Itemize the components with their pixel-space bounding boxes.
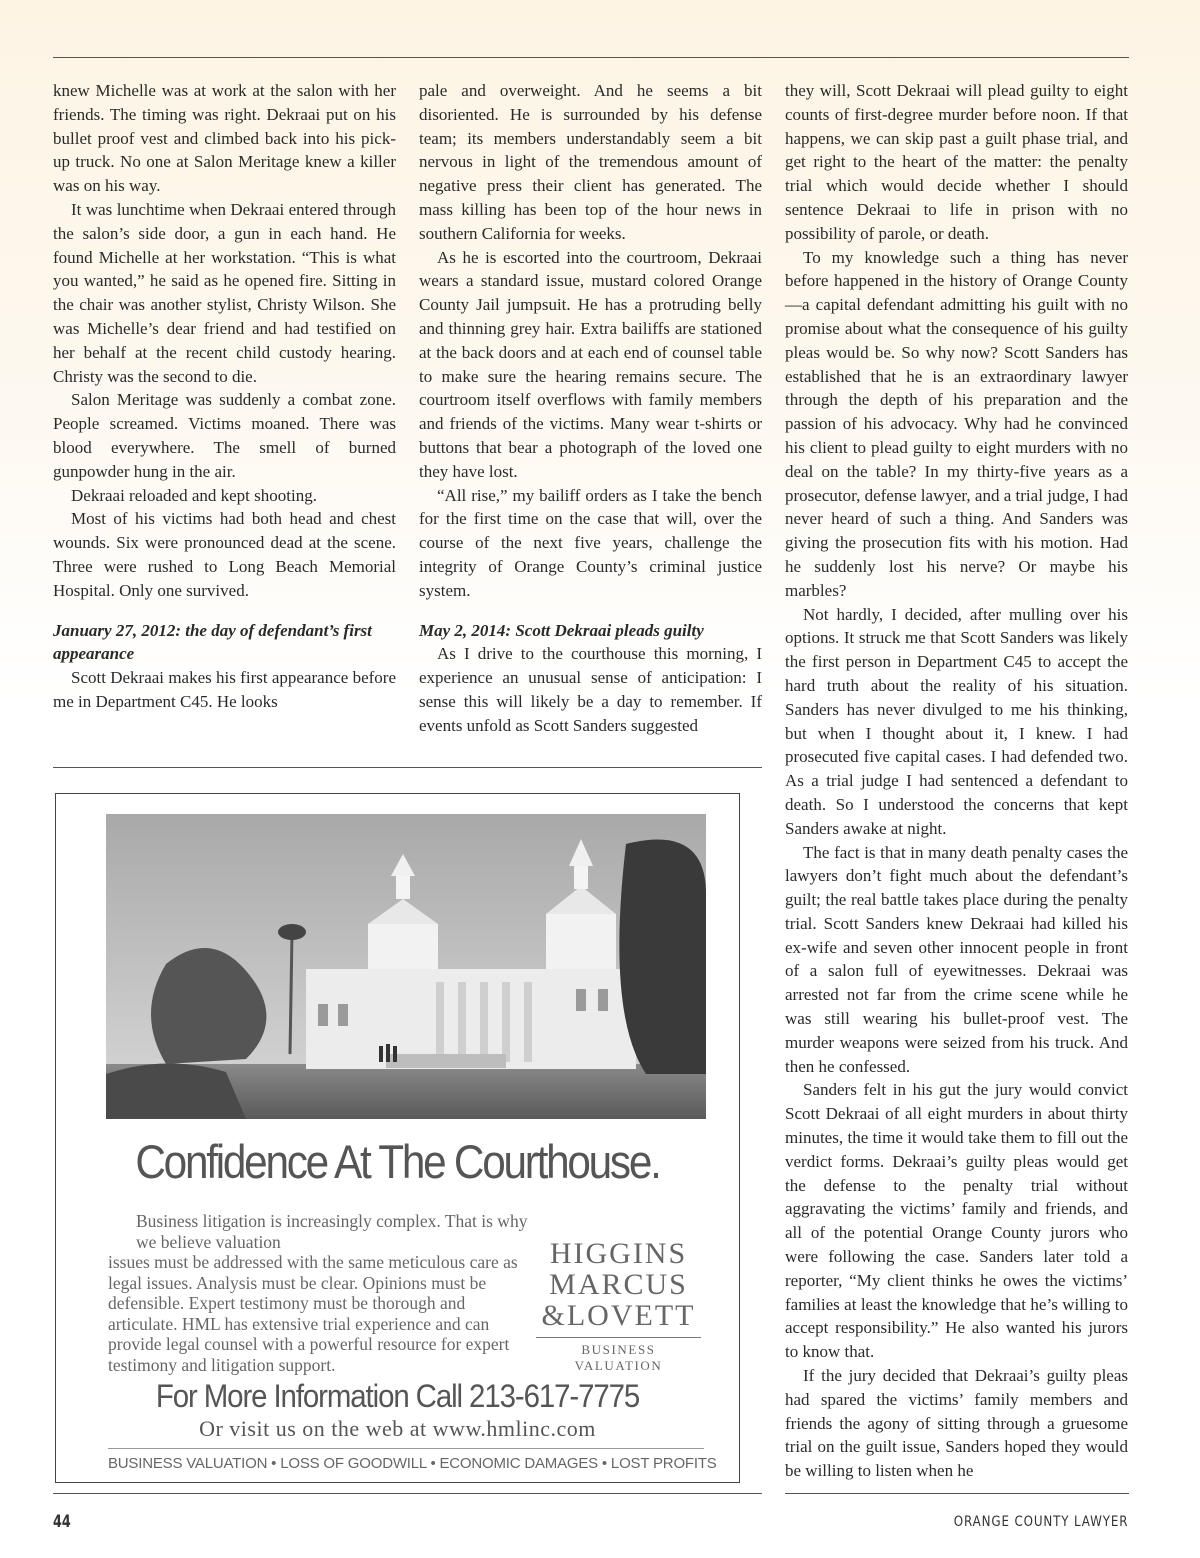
logo-line: MARCUS bbox=[549, 1268, 688, 1301]
ad-body-text: issues must be addressed with the same meticulous care as legal issues. Analysis must be clear. Opinions must be defensible. Expert testimony must be thorough and articulate. HML has extensive trial experience and can provide legal counsel with a powerful resource for expert testimony and litigation support. bbox=[108, 1252, 518, 1375]
ad-headline: Confidence At The Courthouse. bbox=[135, 1135, 660, 1188]
column-2 bbox=[419, 79, 762, 738]
ad-services-list: BUSINESS VALUATION • LOSS OF GOODWILL • ECONOMIC DAMAGES • LOST PROFITS bbox=[108, 1448, 704, 1472]
paragraph: As I drive to the courthouse this morning, I experience an unusual sense of anticipation: I sense this will likely be a day to remember. If events unfold as Scott Sanders suggested bbox=[419, 644, 762, 735]
column-3 bbox=[785, 79, 1128, 1483]
paragraph: If the jury decided that Dekraai’s guilty pleas had spared the victims’ family members and friends the agony of sitting through a gruesome trial on the guilt issue, Sanders hoped they would be willing to listen when he bbox=[785, 1366, 1128, 1481]
paragraph: “All rise,” my bailiff orders as I take the bench for the first time on the case that will, over the course of the next five years, challenge the integrity of Orange County’s criminal justice system. bbox=[419, 485, 762, 600]
publication-name: ORANGE COUNTY LAWYER bbox=[953, 1514, 1128, 1530]
paragraph: To my knowledge such a thing has never before happened in the history of Orange County—a capital defendant admitting his guilt with no promise about what the consequence of his guilty pleas would be. So why now? Scott Sanders has established that he is an extraordinary lawyer through the depth of his preparation and the passion of his advocacy. Why had he convinced his client to plead guilty to eight murders with no deal on the table? In my thirty-five years as a prosecutor, defense lawyer, and a trial judge, I had never heard of such a thing. And Sanders was giving the prosecution fits with his motion. Had he suddenly lost his nerve? Or maybe his marbles? bbox=[785, 247, 1128, 600]
footer-rule-left bbox=[53, 1493, 762, 1494]
ad-body-first-line: Business litigation is increasingly complex. That is why we believe valuation bbox=[136, 1211, 528, 1252]
header-rule bbox=[53, 57, 1129, 58]
courthouse-photo bbox=[106, 814, 706, 1119]
logo-line: &LOVETT bbox=[541, 1299, 696, 1332]
logo-subtitle: BUSINESS VALUATION bbox=[536, 1337, 701, 1374]
paragraph: pale and overweight. And he seems a bit disoriented. He is surrounded by his defense team; its members understandably seem a bit nervous in light of the tremendous amount of negative press their client has generated. The mass killing has been top of the hour news in southern California for weeks. bbox=[419, 81, 762, 243]
page-number: 44 bbox=[53, 1512, 71, 1532]
ad-top-rule bbox=[53, 767, 762, 768]
ad-body bbox=[108, 1211, 528, 1375]
footer-rule-right bbox=[785, 1493, 1129, 1494]
logo-line: HIGGINS bbox=[549, 1237, 688, 1270]
paragraph: Sanders felt in his gut the jury would convict Scott Dekraai of all eight murders in about thirty minutes, the time it would take them to fill out the verdict forms. Dekraai’s guilty pleas would get the defense to the penalty trial without aggravating the victims’ family and friends, and all of the potential Orange County jurors who were following the case. Sanders later told a reporter, “My client thinks he owes the victims’ families at least the knowledge that he’s willing to accept responsibility.” He also wanted his jurors to know that. bbox=[785, 1080, 1128, 1362]
paragraph: The fact is that in many death penalty cases the lawyers don’t fight much about the defendant’s guilt; the real battle takes place during the penalty trial. Scott Sanders knew Dekraai had killed his ex-wife and seven other innocent people in front of a salon full of eyewitnesses. Dekraai was arrested not far from the crime scene while he was still wearing his bullet-proof vest. The murder weapons were seized from his truck. And then he confessed. bbox=[785, 842, 1128, 1076]
ad-website-line: Or visit us on the web at www.hmlinc.com bbox=[199, 1416, 596, 1441]
column-1 bbox=[53, 79, 396, 714]
section-heading: May 2, 2014: Scott Dekraai pleads guilty bbox=[419, 620, 704, 640]
advertisement bbox=[55, 793, 740, 1483]
paragraph: they will, Scott Dekraai will plead guilty to eight counts of first-degree murder before noon. If that happens, we can skip past a guilt phase trial, and get right to the heart of the matter: the penalty trial which would decide whether I should sentence Dekraai to life in prison with no possibility of parole, or death. bbox=[785, 81, 1128, 243]
paragraph: Not hardly, I decided, after mulling over his options. It struck me that Scott Sanders was likely the first person in Department C45 to accept the hard truth about the reality of his situation. Sanders has never divulged to me his thinking, but when I thought about it, I knew. I had prosecuted five capital cases. I had defended two. As a trial judge I had sentenced a defendant to death. So I understood the concerns that kept Sanders awake at night. bbox=[785, 604, 1128, 838]
paragraph: knew Michelle was at work at the salon with her friends. The timing was right. Dekraai put on his bullet proof vest and climbed back into his pick-up truck. No one at Salon Meritage knew a killer was on his way. bbox=[53, 81, 396, 196]
paragraph: Most of his victims had both head and chest wounds. Six were pronounced dead at the scene. Three were rushed to Long Beach Memorial Hospital. Only one survived. bbox=[53, 509, 396, 600]
paragraph: As he is escorted into the courtroom, Dekraai wears a standard issue, mustard colored Orange County Jail jumpsuit. He has a protruding belly and thinning grey hair. Extra bailiffs are stationed at the back doors and at each end of counsel table to make sure the hearing remains secure. The courtroom itself overflows with family members and friends of the victims. Many wear t-shirts or buttons that bear a photograph of the loved one they have lost. bbox=[419, 247, 762, 481]
ad-phone-line: For More Information Call 213-617-7775 bbox=[155, 1378, 640, 1414]
paragraph: Scott Dekraai makes his first appearance before me in Department C45. He looks bbox=[53, 668, 396, 711]
section-heading: January 27, 2012: the day of defendant’s first appearance bbox=[53, 620, 372, 664]
paragraph: Dekraai reloaded and kept shooting. bbox=[71, 485, 317, 505]
hml-logo bbox=[536, 1238, 701, 1374]
paragraph: Salon Meritage was suddenly a combat zone. People screamed. Victims moaned. There was blood everywhere. The smell of burned gunpowder hung in the air. bbox=[53, 390, 396, 481]
paragraph: It was lunchtime when Dekraai entered through the salon’s side door, a gun in each hand. He found Michelle at her workstation. “This is what you wanted,” he said as he opened fire. Sitting in the chair was another stylist, Christy Wilson. She was Michelle’s dear friend and had testified on her behalf at the recent child custody hearing. Christy was the second to die. bbox=[53, 199, 396, 386]
